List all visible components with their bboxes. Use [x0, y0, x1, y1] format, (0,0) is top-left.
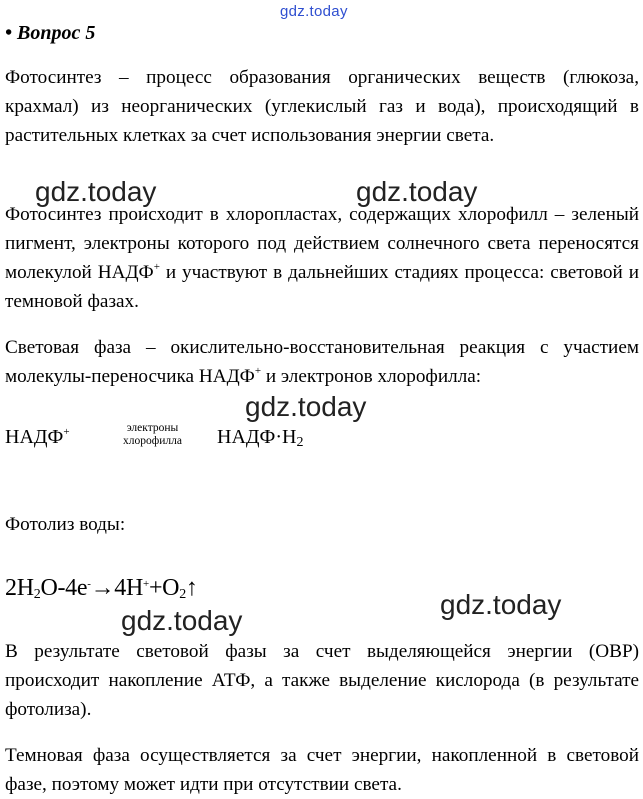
paragraph-photosynthesis-definition: Фотосинтез – процесс образования органических веществ (глюкоза, крахмал) из неорганических (углекислый газ и вода), происходящий в растительных клетках за счет использования энергии света.	[5, 67, 639, 146]
paragraph-photolysis-heading: Фотолиз воды:	[5, 514, 126, 535]
watermark: gdz.today	[245, 391, 367, 422]
formula-arrow-label	[123, 422, 182, 448]
paragraph-light-phase	[5, 333, 639, 391]
nadf-reaction-formula	[5, 420, 365, 460]
paragraph-light-phase-text-a: Световая фаза – окислительно-восстановительная реакция с участием молекулы-переносчика НАДФ	[5, 337, 639, 387]
paragraph-chloroplasts-text-a: Фотосинтез происходит в хлоропластах, содержащих хлорофилл – зеленый пигмент, электроны которого под действием солнечного света переносятся молекулой НАДФ	[5, 204, 639, 283]
photolysis-formula: $2H_2O-4e^-\to 4H^++O_2↑$	[5, 575, 198, 602]
paragraph-chloroplasts	[5, 200, 639, 316]
watermark: gdz.today	[440, 589, 562, 620]
question-title: • Вопрос 5	[5, 22, 96, 44]
formula-product: $НАДФ\cdot Н_2$	[217, 426, 304, 450]
watermark: gdz.today	[35, 176, 157, 207]
formula-label-line1: электроны	[126, 422, 179, 434]
watermark: gdz.today	[356, 176, 478, 207]
formula-label-line2: хлорофилла	[123, 435, 182, 447]
paragraph-light-phase-text-b: и электронов хлорофилла:	[261, 366, 482, 387]
nadf-charge: +	[153, 261, 160, 273]
paragraph-chloroplasts-text-b: и участвуют в дальнейших стадиях процесса: световой и темновой фазах.	[5, 262, 639, 312]
formula-reactant: НАДФ+	[5, 426, 70, 448]
paragraph-dark-phase: Темновая фаза осуществляется за счет энергии, накопленной в световой фазе, поэтому может идти при отсутствии света.	[5, 745, 639, 795]
watermark: gdz.today	[121, 605, 243, 636]
watermark-top: gdz.today	[280, 3, 348, 20]
paragraph-light-phase-result: В результате световой фазы за счет выделяющейся энергии (ОВР) происходит накопление АТФ, а также выделение кислорода (в результате фотолиза).	[5, 641, 639, 720]
nadf-charge: +	[254, 365, 262, 377]
